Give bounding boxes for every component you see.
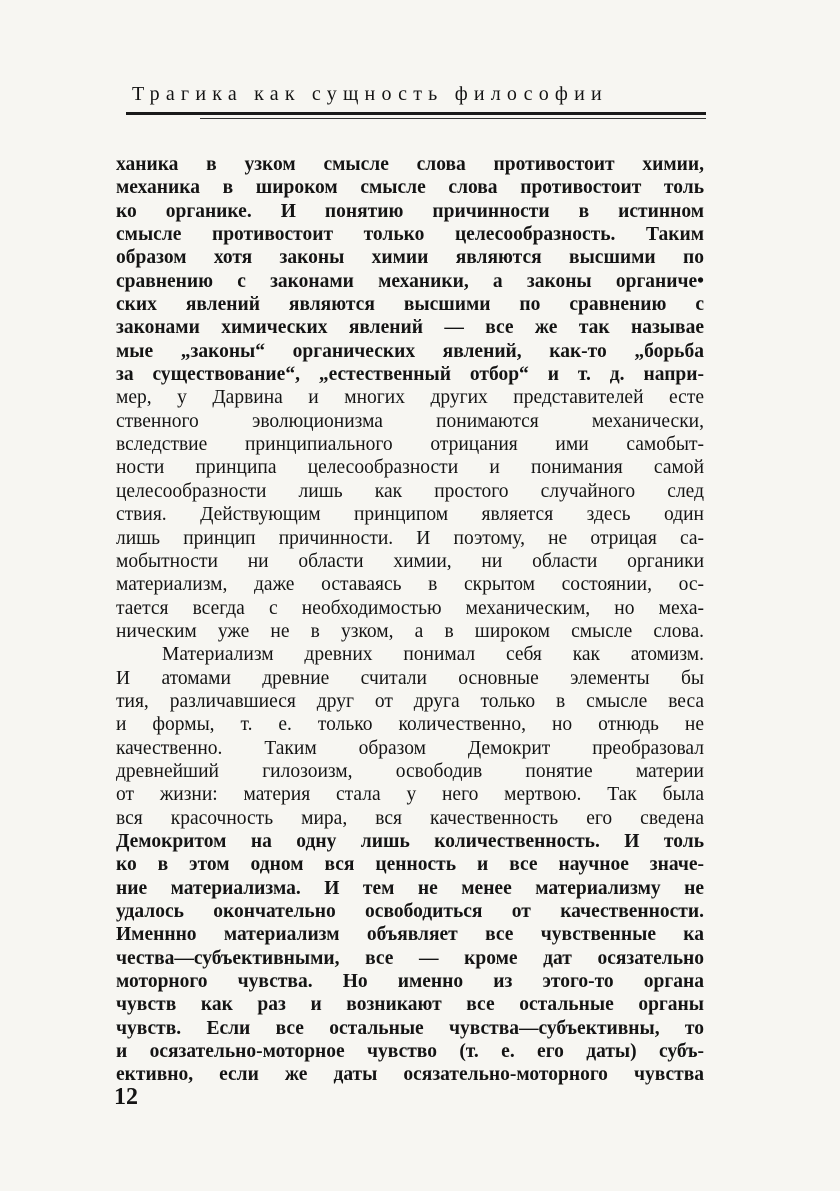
- header-rule-thin: [200, 118, 706, 119]
- text-line: смысле противостоит только целесообразность. Таким: [116, 224, 704, 246]
- text-line: ственного эволюционизма понимаются механически,: [116, 410, 704, 432]
- text-line: древнейший гилозоизм, освободив понятие материи: [116, 760, 704, 782]
- page-number: 12: [114, 1084, 138, 1110]
- text-line: тается всегда с необходимостью механическим, но меха-: [116, 597, 704, 619]
- text-line: мобытности ни области химии, ни области органики: [116, 550, 704, 572]
- text-line: ских явлений являются высшими по сравнению с: [116, 294, 704, 316]
- text-line: чества—субъективными, все — кроме дат осязательно: [116, 947, 704, 969]
- text-line: от жизни: материя стала у него мертвою. Так была: [116, 784, 704, 806]
- text-line: чувств как раз и возникают все остальные органы: [116, 994, 704, 1016]
- text-line: целесообразности лишь как простого случайного след: [116, 480, 704, 502]
- header-rule-thick: [126, 112, 706, 115]
- text-line: тия, различавшиеся друг от друга только в смысле веса: [116, 690, 704, 712]
- text-line: Демокритом на одну лишь количественность. И толь: [116, 830, 704, 852]
- text-line: вся красочность мира, вся качественность его сведена: [116, 807, 704, 829]
- text-line: за существование“, „естественный отбор“ и т. д. напри-: [116, 364, 704, 386]
- text-line: качественно. Таким образом Демокрит преобразовал: [116, 737, 704, 759]
- text-line: и формы, т. е. только количественно, но отнюдь не: [116, 714, 704, 736]
- body-text: [116, 153, 704, 1087]
- running-header: Трагика как сущность философии: [132, 83, 608, 105]
- text-line: ко органике. И понятию причинности в истинном: [116, 200, 704, 222]
- text-line: механика в широком смысле слова противостоит толь: [116, 177, 704, 199]
- text-line: ние материализма. И тем не менее материализму не: [116, 877, 704, 899]
- text-line: сравнению с законами механики, а законы органиче•: [116, 270, 704, 292]
- text-line: материализм, даже оставаясь в скрытом состоянии, ос-: [116, 574, 704, 596]
- text-line: И атомами древние считали основные элементы бы: [116, 667, 704, 689]
- text-line: Именнно материализм объявляет все чувственные ка: [116, 924, 704, 946]
- text-line: законами химических явлений — все же так называе: [116, 317, 704, 339]
- text-line: моторного чувства. Но именно из этого-то органа: [116, 971, 704, 993]
- text-line: ханика в узком смысле слова противостоит химии,: [116, 154, 704, 175]
- text-line: вследствие принципиального отрицания ими самобыт-: [116, 434, 704, 456]
- text-line: мер, у Дарвина и многих других представителей есте: [116, 387, 704, 409]
- text-line: ническим уже не в узком, а в широком смысле слова.: [116, 620, 704, 642]
- text-line: ективно, если же даты осязательно-моторного чувства: [116, 1064, 704, 1086]
- text-line: ности принципа целесообразности и понимания самой: [116, 457, 704, 479]
- text-line: удалось окончательно освободиться от качественности.: [116, 901, 704, 922]
- text-line: мые „законы“ органических явлений, как-то „борьба: [116, 340, 704, 362]
- text-line: ко в этом одном вся ценность и все научное значе-: [116, 854, 704, 876]
- text-line: лишь принцип причинности. И поэтому, не отрицая са-: [116, 527, 704, 549]
- text-line: ствия. Действующим принципом является здесь один: [116, 504, 704, 526]
- text-line: и осязательно-моторное чувство (т. е. его даты) субъ-: [116, 1041, 704, 1063]
- text-line: чувств. Если все остальные чувства—субъективны, то: [116, 1017, 704, 1039]
- text-line: образом хотя законы химии являются высшими по: [116, 247, 704, 269]
- text-line: Материализм древних понимал себя как атомизм.: [162, 644, 704, 666]
